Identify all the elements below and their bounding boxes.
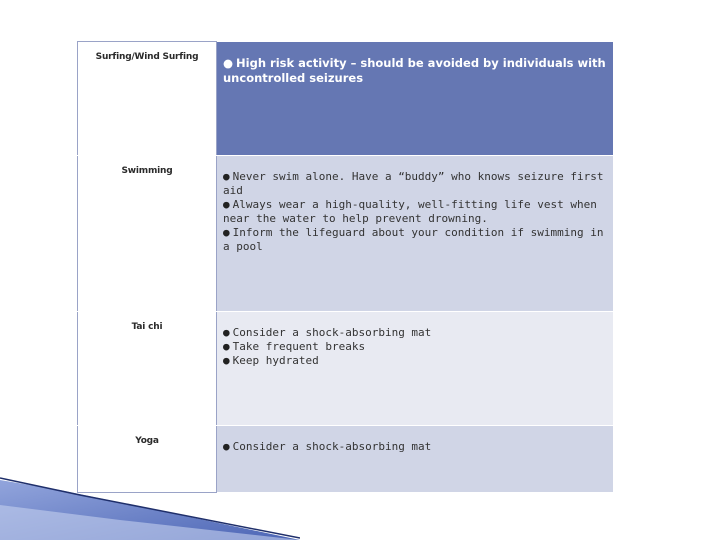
activity-guidance [217, 312, 614, 426]
bullet-icon: ● [223, 198, 230, 211]
guidance-item [223, 326, 607, 340]
guidance-text: Keep hydrated [232, 354, 319, 367]
bullet-icon: ● [223, 340, 230, 353]
table-row [78, 42, 614, 156]
guidance-item [223, 340, 607, 354]
bullet-icon: ● [223, 56, 234, 70]
bullet-icon: ● [223, 170, 230, 183]
activity-guidance [217, 156, 614, 312]
guidance-item [223, 440, 607, 454]
table-row [78, 312, 614, 426]
guidance-text: Never swim alone. Have a “buddy” who knows seizure first aid [223, 170, 604, 197]
activity-guidance [217, 426, 614, 493]
guidance-item [223, 198, 607, 226]
activity-name: Swimming [78, 156, 217, 312]
guidance-item [223, 170, 607, 198]
guidance-item [223, 226, 607, 254]
bullet-icon: ● [223, 326, 230, 339]
guidance-text: Consider a shock-absorbing mat [232, 440, 432, 453]
guidance-text: Take frequent breaks [232, 340, 366, 353]
activity-name: Surfing/Wind Surfing [78, 42, 217, 156]
activity-guidance [217, 42, 614, 156]
guidance-item [223, 56, 607, 86]
bullet-icon: ● [223, 226, 230, 239]
guidance-text: High risk activity – should be avoided by individuals with uncontrolled seizures [223, 56, 606, 85]
guidance-text: Consider a shock-absorbing mat [232, 326, 432, 339]
guidance-text: Always wear a high-quality, well-fitting life vest when near the water to help prevent drowning. [223, 198, 597, 225]
table-row [78, 426, 614, 493]
activity-safety-table [77, 41, 614, 493]
bullet-icon: ● [223, 440, 230, 453]
table-row [78, 156, 614, 312]
activity-name: Tai chi [78, 312, 217, 426]
guidance-item [223, 354, 607, 368]
bullet-icon: ● [223, 354, 230, 367]
activity-name: Yoga [78, 426, 217, 493]
guidance-text: Inform the lifeguard about your condition if swimming in a pool [223, 226, 604, 253]
